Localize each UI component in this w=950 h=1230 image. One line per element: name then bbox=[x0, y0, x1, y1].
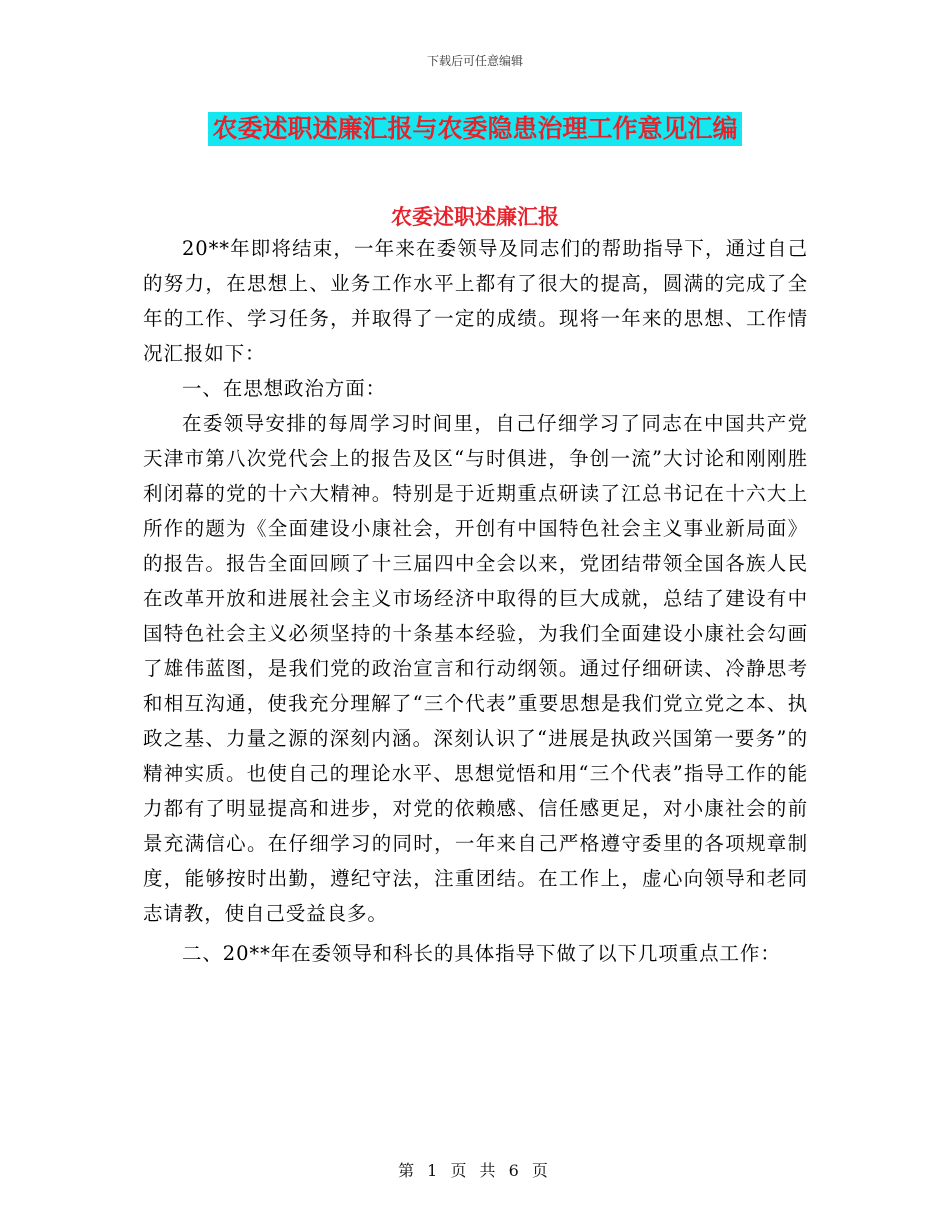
document-body bbox=[143, 226, 808, 971]
paragraph-political-study: 在委领导安排的每周学习时间里，自己仔细学习了同志在中国共产党天津市第八次党代会上的报告及区“与时俱进，争创一流”大讨论和刚刚胜利闭幕的党的十六大精神。特别是于近期重点研读了江总书记在十六大上所作的题为《全面建设小康社会，开创有中国特色社会主义事业新局面》的报告。报告全面回顾了十三届四中全会以来，党团结带领全国各族人民在改革开放和进展社会主义市场经济中取得的巨大成就，总结了建设有中国特色社会主义必须坚持的十条基本经验，为我们全面建设小康社会勾画了雄伟蓝图，是我们党的政治宣言和行动纲领。通过仔细研读、冷静思考和相互沟通，使我充分理解了“三个代表”重要思想是我们党立党之本、执政之基、力量之源的深刻内涵。深刻认识了“进展是执政兴国第一要务”的精神实质。也使自己的理论水平、思想觉悟和用“三个代表”指导工作的能力都有了明显提高和进步，对党的依赖感、信任感更足，对小康社会的前景充满信心。在仔细学习的同时，一年来自己严格遵守委里的各项规章制度，能够按时出勤，遵纪守法，注重团结。在工作上，虚心向领导和老同志请教，使自己受益良多。 bbox=[143, 412, 808, 925]
paragraph-heading-political: 一、在思想政治方面： bbox=[182, 377, 387, 400]
page-footer-number: 第 1 页 共 6 页 bbox=[398, 1161, 552, 1180]
document-title: 农委述职述廉汇报与农委隐患治理工作意见汇编 bbox=[208, 112, 741, 146]
paragraph-intro: 20**年即将结束，一年来在委领导及同志们的帮助指导下，通过自己的努力，在思想上、业务工作水平上都有了很大的提高，圆满的完成了全年的工作、学习任务，并取得了一定的成绩。现将一年来的思想、工作情况汇报如下： bbox=[143, 237, 808, 365]
section-title: 农委述职述廉汇报 bbox=[391, 204, 559, 229]
page-header-note: 下载后可任意编辑 bbox=[426, 54, 523, 68]
paragraph-heading-work: 二、20**年在委领导和科长的具体指导下做了以下几项重点工作： bbox=[182, 942, 781, 965]
document-title-container bbox=[0, 112, 950, 146]
